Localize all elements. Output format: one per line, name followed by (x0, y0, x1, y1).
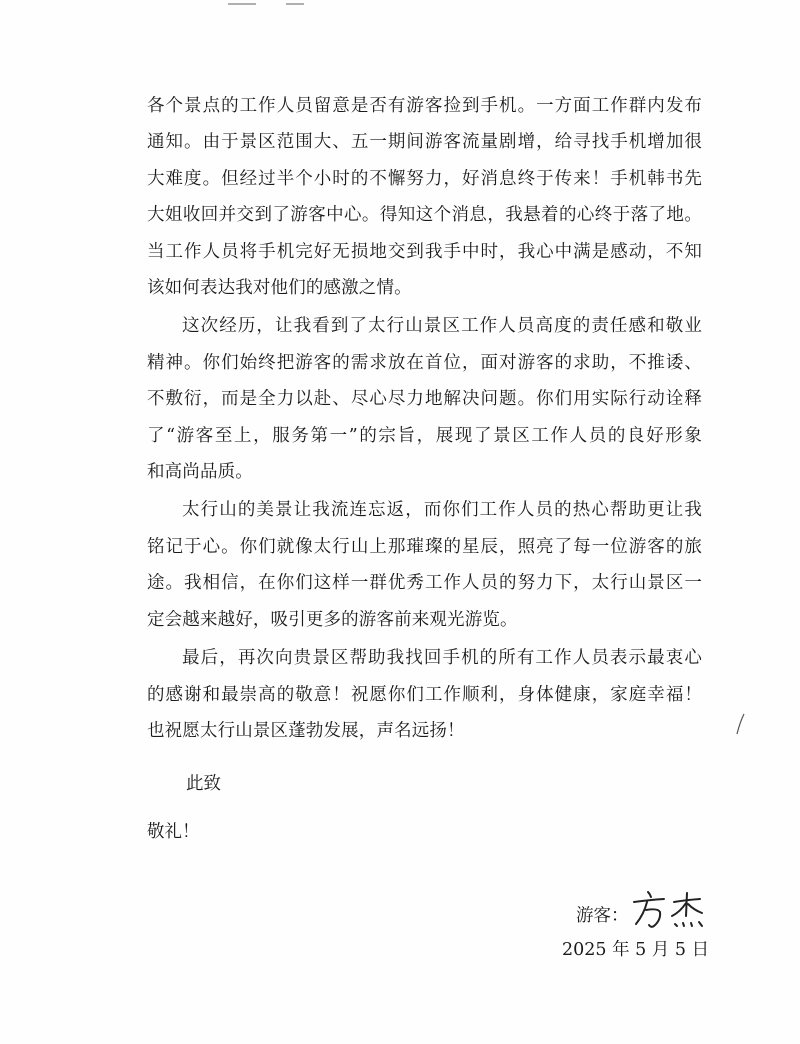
letter-date: 2025 年 5 月 5 日 (562, 940, 710, 960)
stray-pen-mark (735, 712, 747, 736)
scan-artifact (286, 3, 304, 5)
letter-body (147, 88, 702, 751)
signature-block (568, 888, 728, 938)
paragraph-line: 各个景点的工作人员留意是否有游客捡到手机。一方面工作群内发布 (147, 96, 703, 116)
paragraph-line: 最后，再次向贵景区帮助我找回手机的所有工作人员表示最衷心 (182, 648, 703, 669)
paragraph-line: 当工作人员将手机完好无损地交到我手中时，我心中满是感动，不知 (147, 241, 703, 262)
paragraph-line: 铭记于心。你们就像太行山上那璀璨的星辰，照亮了每一位游客的旅 (147, 536, 703, 557)
paragraph-line: 和高尚品质。 (147, 462, 253, 483)
paragraph-line: 大难度。但经过半个小时的不懈努力，好消息终于传来！手机韩书先 (147, 168, 703, 189)
paragraph-line: 定会越来越好，吸引更多的游客前来观光游览。 (147, 609, 518, 630)
handwritten-signature (630, 888, 714, 932)
paragraph-line: 通知。由于景区范围大、五一期间游客流量剧增，给寻找手机增加很 (147, 132, 703, 153)
paragraph-line: 该如何表达我对他们的感激之情。 (147, 278, 412, 299)
letter-paragraph (147, 308, 702, 490)
signature-label: 游客： (576, 906, 629, 926)
closing-salutation: 此致 (186, 774, 221, 794)
paragraph-line: 也祝愿太行山景区蓬勃发展，声名远扬！ (147, 720, 465, 741)
paragraph-line: 途。我相信，在你们这样一群优秀工作人员的努力下，太行山景区一 (147, 573, 703, 594)
paragraph-line: 不敷衍，而是全力以赴、尽心尽力地解决问题。你们用实际行动诠释 (147, 389, 703, 410)
paragraph-line: 太行山的美景让我流连忘返，而你们工作人员的热心帮助更让我 (182, 500, 703, 521)
scan-artifact (228, 3, 256, 5)
paragraph-line: 大姐收回并交到了游客中心。得知这个消息，我悬着的心终于落了地。 (147, 205, 703, 226)
letter-paragraph (147, 88, 702, 306)
letter-paragraph (147, 492, 702, 638)
closing-regards: 敬礼！ (147, 822, 200, 842)
paragraph-line: 了“游客至上，服务第一”的宗旨，展现了景区工作人员的良好形象 (147, 425, 704, 446)
letter-paragraph (147, 640, 702, 749)
paragraph-line: 精神。你们始终把游客的需求放在首位，面对游客的求助，不推诿、 (147, 352, 703, 373)
paragraph-line: 这次经历，让我看到了太行山景区工作人员高度的责任感和敬业 (182, 316, 703, 337)
paragraph-line: 的感谢和最崇高的敬意！祝愿你们工作顺利，身体健康，家庭幸福！ (147, 684, 703, 705)
